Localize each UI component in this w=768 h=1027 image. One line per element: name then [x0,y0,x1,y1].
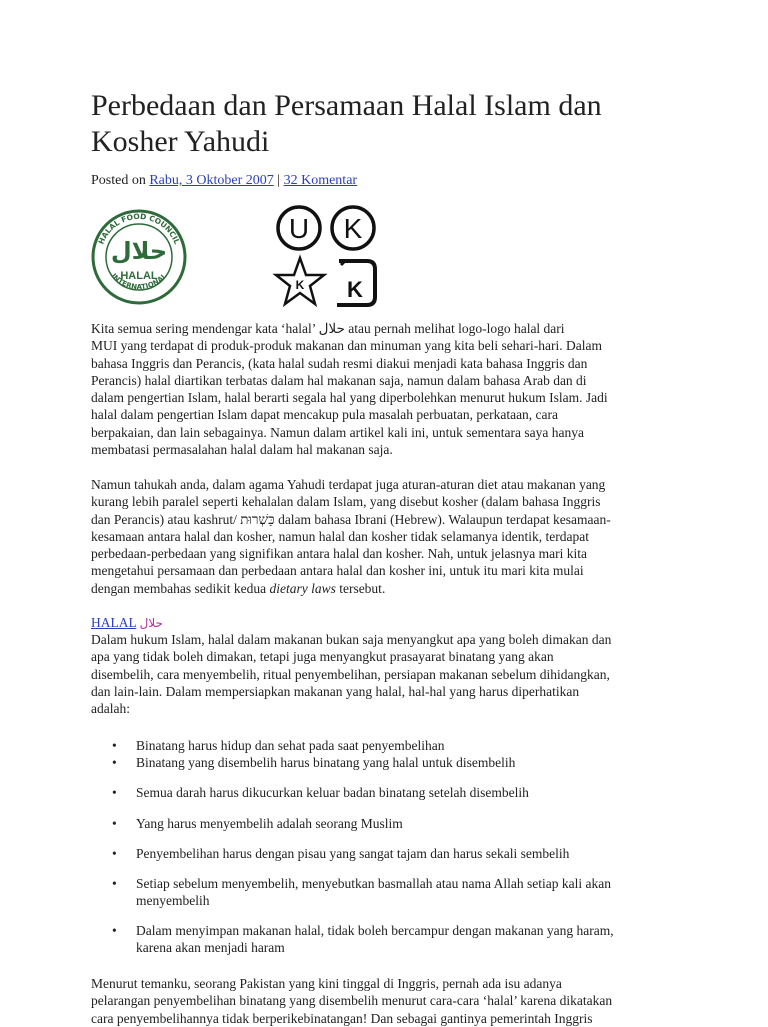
bullet-icon: • [112,755,117,770]
paragraph-line: halal dalam pengertian Islam dapat mencakup pula masalah perbuatan, perkataan, cara [91,407,559,423]
list-item-line: Semua darah harus dikucurkan keluar badan binatang setelah disembelih [136,785,529,800]
halal-seal-arabic: حلال [110,237,168,265]
halal-kosher-logos-image [91,205,391,310]
bullet-icon: • [112,816,117,831]
page-title: Perbedaan dan Persamaan Halal Islam dan Kosher Yahudi [91,89,602,158]
kosher-intro-paragraph [91,476,676,597]
paragraph-line: adalah: [91,701,130,717]
paragraph-line: berpakaian, dan lain sebagainya. Namun dalam artikel kali ini, untuk sementara saya hanya [91,424,584,440]
halal-seal [93,211,185,303]
paragraph-line: Dalam hukum Islam, halal dalam makanan bukan saja menyangkut apa yang boleh dimakan dan [91,632,612,647]
post-meta [91,172,357,190]
paragraph-line: membatasi permasalahan halal dalam hal makanan saja. [91,442,393,458]
date-link[interactable]: Rabu, 3 Oktober 2007 [149,173,274,188]
posted-prefix: Posted on [91,173,146,188]
halal-section-heading [91,614,163,632]
paragraph-line: Kita semua sering mendengar kata ‘halal’ حلال atau pernah melihat logo-logo halal dari [91,321,565,336]
kosher-star-k-letter: K [295,278,305,292]
list-item-line: Binatang harus hidup dan sehat pada saat penyembelihan [136,738,445,753]
kosher-k-circle-symbol [332,207,374,249]
last-line-suffix: tersebut. [335,580,386,596]
list-item-line: Penyembelihan harus dengan pisau yang sangat tajam dan harus sekali sembelih [136,846,570,861]
list-item-line: menyembelih [136,893,210,909]
paragraph-line: kesamaan antara halal dan kosher, namun halal dan kosher tidak selamanya identik, terdapat [91,528,590,544]
paragraph-last-line [91,580,676,597]
closing-paragraph [91,975,676,1027]
bullet-icon: • [112,846,117,861]
bullet-icon: • [112,923,117,938]
kosher-star-k-symbol [276,258,324,304]
halal-seal-bottom-text: INTERNATIONAL [109,271,169,292]
paragraph-line: Menurut temanku, seorang Pakistan yang kini tinggal di Inggris, pernah ada isu adanya [91,976,562,991]
paragraph-line: perbedaan-perbedaan yang signifikan antara halal dan kosher. Nah, untuk jelasnya mari kita [91,546,587,562]
paragraph-line: apa yang tidak boleh dimakan, tetapi juga menyangkut prasayarat binatang yang akan [91,649,554,665]
intro-paragraph [91,320,676,458]
paragraph-line: disembelih, cara menyembelih, ritual penyembelihan, persiapan makanan sebelum dihidangkan, [91,666,610,682]
paragraph-line: Perancis) halal diartikan terbatas dalam hal makanan saja, namun dalam bahasa Arab dan di [91,372,587,388]
list-item-line: Dalam menyimpan makanan halal, tidak boleh bercampur dengan makanan yang haram, [136,923,614,938]
list-item-line: Yang harus menyembelih adalah seorang Muslim [136,816,403,831]
paragraph-line: Namun tahukah anda, dalam agama Yahudi terdapat juga aturan-aturan diet atau makanan yang [91,477,606,492]
paragraph-line: dalam pengertian Islam, halal berarti segala hal yang diperbolehkan menurut hukum Islam. Jadi [91,390,608,406]
certification-logos [91,205,391,310]
halal-section-paragraph [91,631,676,717]
paragraph-line: dan Perancis) atau kashrut/ כַּשְׁרוּת dalam bahasa Ibrani (Hebrew). Walaupun terdapat kesamaan- [91,511,611,527]
comments-link[interactable]: 32 Komentar [283,173,358,188]
paragraph-line: pelarangan penyembelihan binatang yang disembelih menurut cara-cara ‘halal’ karena dikatakan [91,993,613,1009]
last-line-prefix: dengan membahas sedikit kedua [91,580,270,596]
list-item-line: karena akan menjadi haram [136,940,285,956]
halal-seal-top-text: HALAL FOOD COUNCIL [96,211,182,246]
paragraph-line: kurang lebih paralel seperti kehalalan dalam Islam, yang disebut kosher (dalam bahasa Inggris [91,494,601,510]
halal-section-link[interactable]: HALAL [91,615,137,630]
meta-separator: | [277,173,281,188]
paragraph-line: cara penyembelihannya tidak berperikebinatangan! Dan sebagai gantinya pemerintah Inggris [91,1010,593,1026]
bullet-icon: • [112,785,117,800]
bullet-icon: • [112,738,117,753]
kosher-u-letter: U [288,213,310,244]
halal-section-arabic: حلال [139,616,163,630]
kosher-k-letter: K [343,213,363,244]
kosher-u-symbol [278,207,320,249]
halal-seal-label: HALAL [120,270,158,282]
paragraph-line: bahasa Inggris dan Perancis, (kata halal sudah resmi diakui menjadi kata bahasa Inggris dan [91,355,588,371]
kosher-kaf-k-letter: K [347,277,363,302]
list-item-line: Binatang yang disembelih harus binatang yang halal untuk disembelih [136,755,516,770]
list-item-line: Setiap sebelum menyembelih, menyebutkan basmallah atau nama Allah setiap kali akan [136,876,611,891]
dietary-laws-italic: dietary laws [269,580,336,596]
paragraph-line: dan lain-lain. Dalam mempersiapkan makanan yang halal, hal-hal yang harus diperhatikan [91,683,580,699]
bullet-icon: • [112,876,117,891]
kosher-kaf-k-symbol [337,261,375,305]
paragraph-line: mengetahui persamaan dan perbedaan antara halal dan kosher ini, untuk itu mari kita mulai [91,563,584,579]
paragraph-line: MUI yang terdapat di produk-produk makanan dan minuman yang kita beli sehari-hari. Dalam [91,338,602,354]
